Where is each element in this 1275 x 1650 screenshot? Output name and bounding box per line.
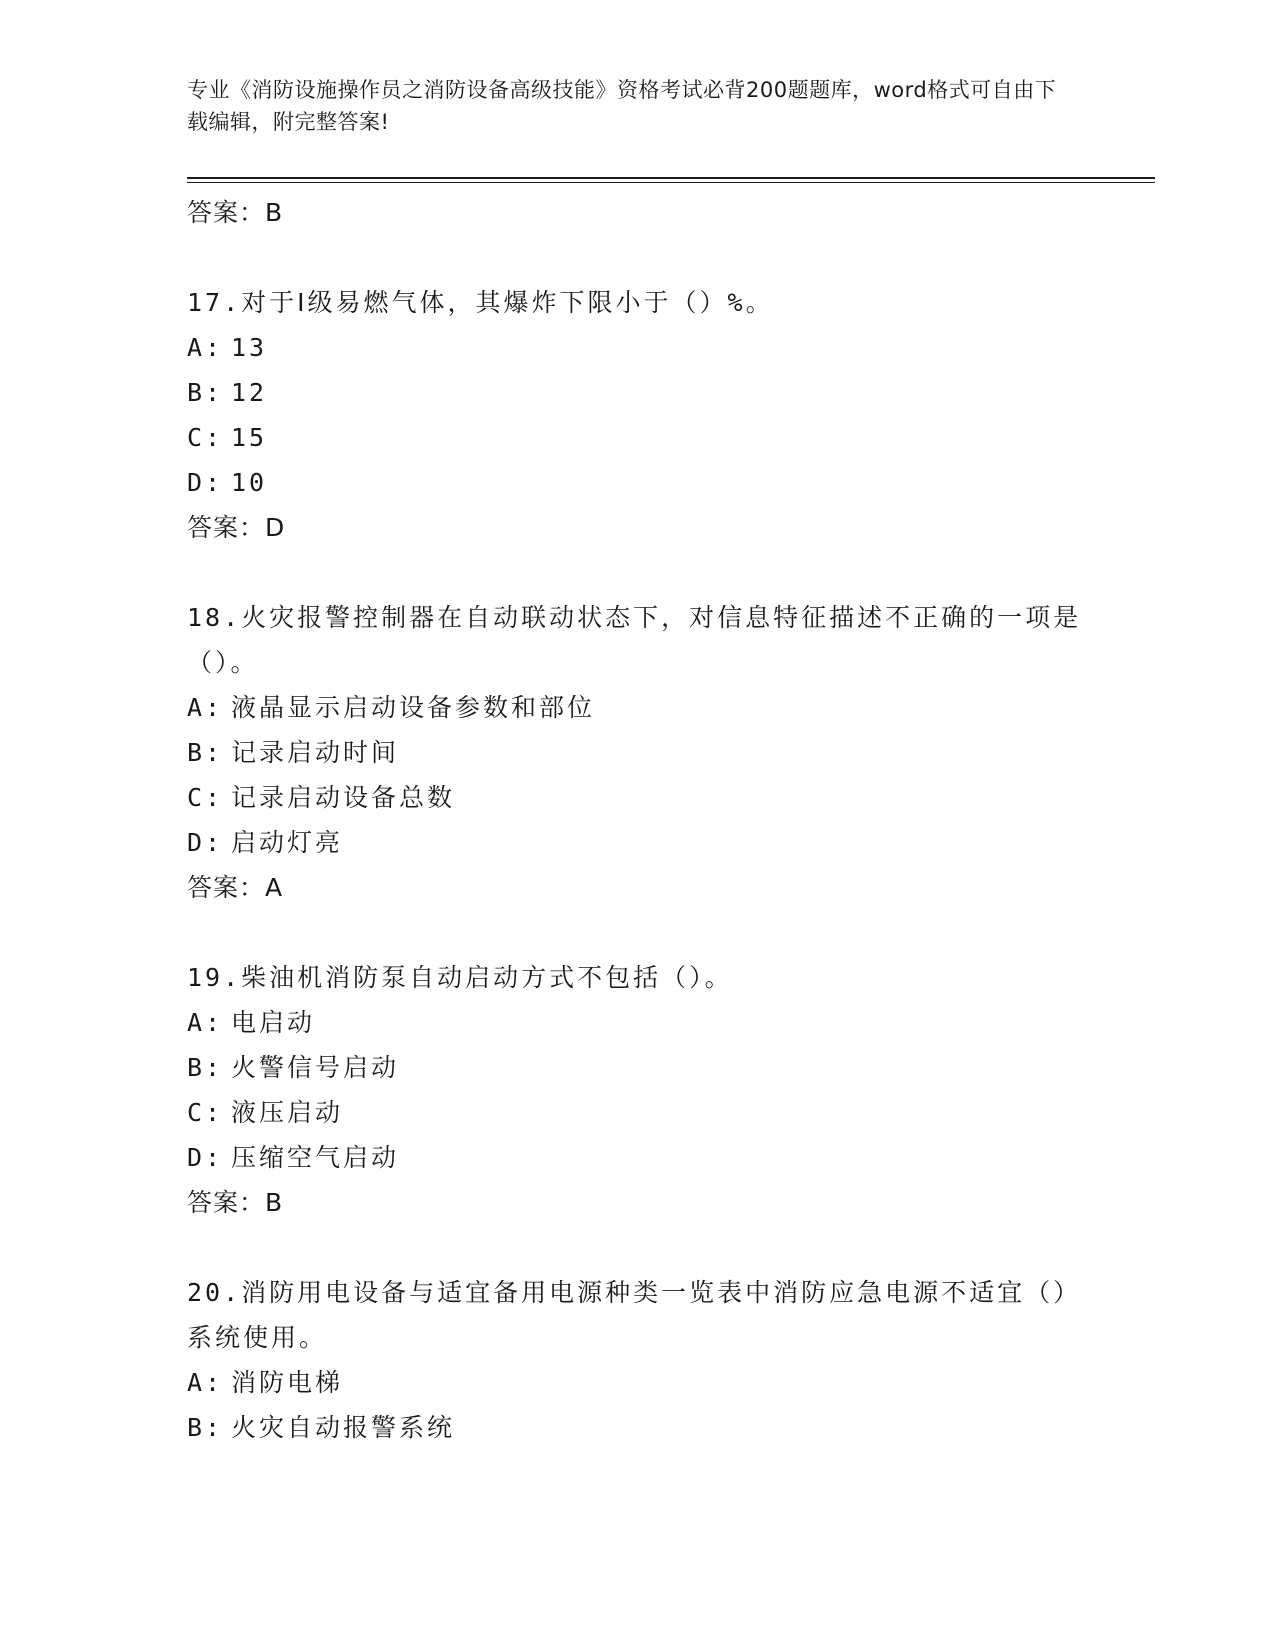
option-text: 12 [231, 378, 268, 407]
document-header: 专业《消防设施操作员之消防设备高级技能》资格考试必背200题题库，word格式可自由下载编辑，附完整答案! [187, 78, 1057, 134]
answer-line: 答案：B [187, 1188, 284, 1217]
option-b [187, 370, 1087, 415]
document-body [187, 190, 1087, 1450]
option-text: 压缩空气启动 [231, 1143, 400, 1172]
option-letter: A: [187, 1008, 224, 1037]
option-letter: C: [187, 783, 224, 812]
option-letter: B: [187, 1413, 224, 1442]
option-letter: C: [187, 423, 224, 452]
option-a [187, 1360, 1087, 1405]
option-c [187, 1090, 1087, 1135]
option-text: 启动灯亮 [231, 828, 344, 857]
answer-line: 答案：D [187, 513, 286, 542]
option-b [187, 1405, 1087, 1450]
option-text: 电启动 [231, 1008, 316, 1037]
option-c [187, 775, 1087, 820]
option-letter: C: [187, 1098, 224, 1127]
question-item-19 [187, 955, 1087, 1226]
option-text: 液压启动 [231, 1098, 344, 1127]
option-b [187, 1045, 1087, 1090]
header-divider-thick [187, 177, 1155, 179]
option-text: 液晶显示启动设备参数和部位 [231, 693, 596, 722]
question-item-18 [187, 595, 1087, 911]
header-divider-thin [187, 182, 1155, 183]
option-text: 13 [231, 333, 268, 362]
option-d [187, 460, 1087, 505]
option-letter: B: [187, 378, 224, 407]
answer-line: 答案：B [187, 198, 284, 227]
question-stem: 17.对于Ⅰ级易燃气体，其爆炸下限小于（）%。 [187, 288, 774, 317]
question-item-20 [187, 1270, 1087, 1450]
option-c [187, 415, 1087, 460]
question-item-17 [187, 280, 1087, 551]
option-d [187, 820, 1087, 865]
question-stem: 20.消防用电设备与适宜备用电源种类一览表中消防应急电源不适宜（）系统使用。 [187, 1278, 1082, 1352]
option-text: 火灾自动报警系统 [231, 1413, 456, 1442]
option-text: 记录启动设备总数 [231, 783, 456, 812]
option-text: 15 [231, 423, 268, 452]
option-letter: D: [187, 828, 224, 857]
option-letter: D: [187, 468, 224, 497]
option-letter: B: [187, 738, 224, 767]
option-a [187, 325, 1087, 370]
option-b [187, 730, 1087, 775]
option-text: 10 [231, 468, 268, 497]
answer-line: 答案：A [187, 873, 284, 902]
option-letter: A: [187, 693, 224, 722]
option-a [187, 1000, 1087, 1045]
option-letter: B: [187, 1053, 224, 1082]
option-letter: D: [187, 1143, 224, 1172]
option-a [187, 685, 1087, 730]
option-letter: A: [187, 333, 224, 362]
option-text: 记录启动时间 [231, 738, 400, 767]
question-stem: 19.柴油机消防泵自动启动方式不包括（）。 [187, 963, 733, 992]
option-text: 消防电梯 [231, 1368, 344, 1397]
option-text: 火警信号启动 [231, 1053, 400, 1082]
question-stem: 18.火灾报警控制器在自动联动状态下，对信息特征描述不正确的一项是（）。 [187, 603, 1082, 677]
option-d [187, 1135, 1087, 1180]
option-letter: A: [187, 1368, 224, 1397]
